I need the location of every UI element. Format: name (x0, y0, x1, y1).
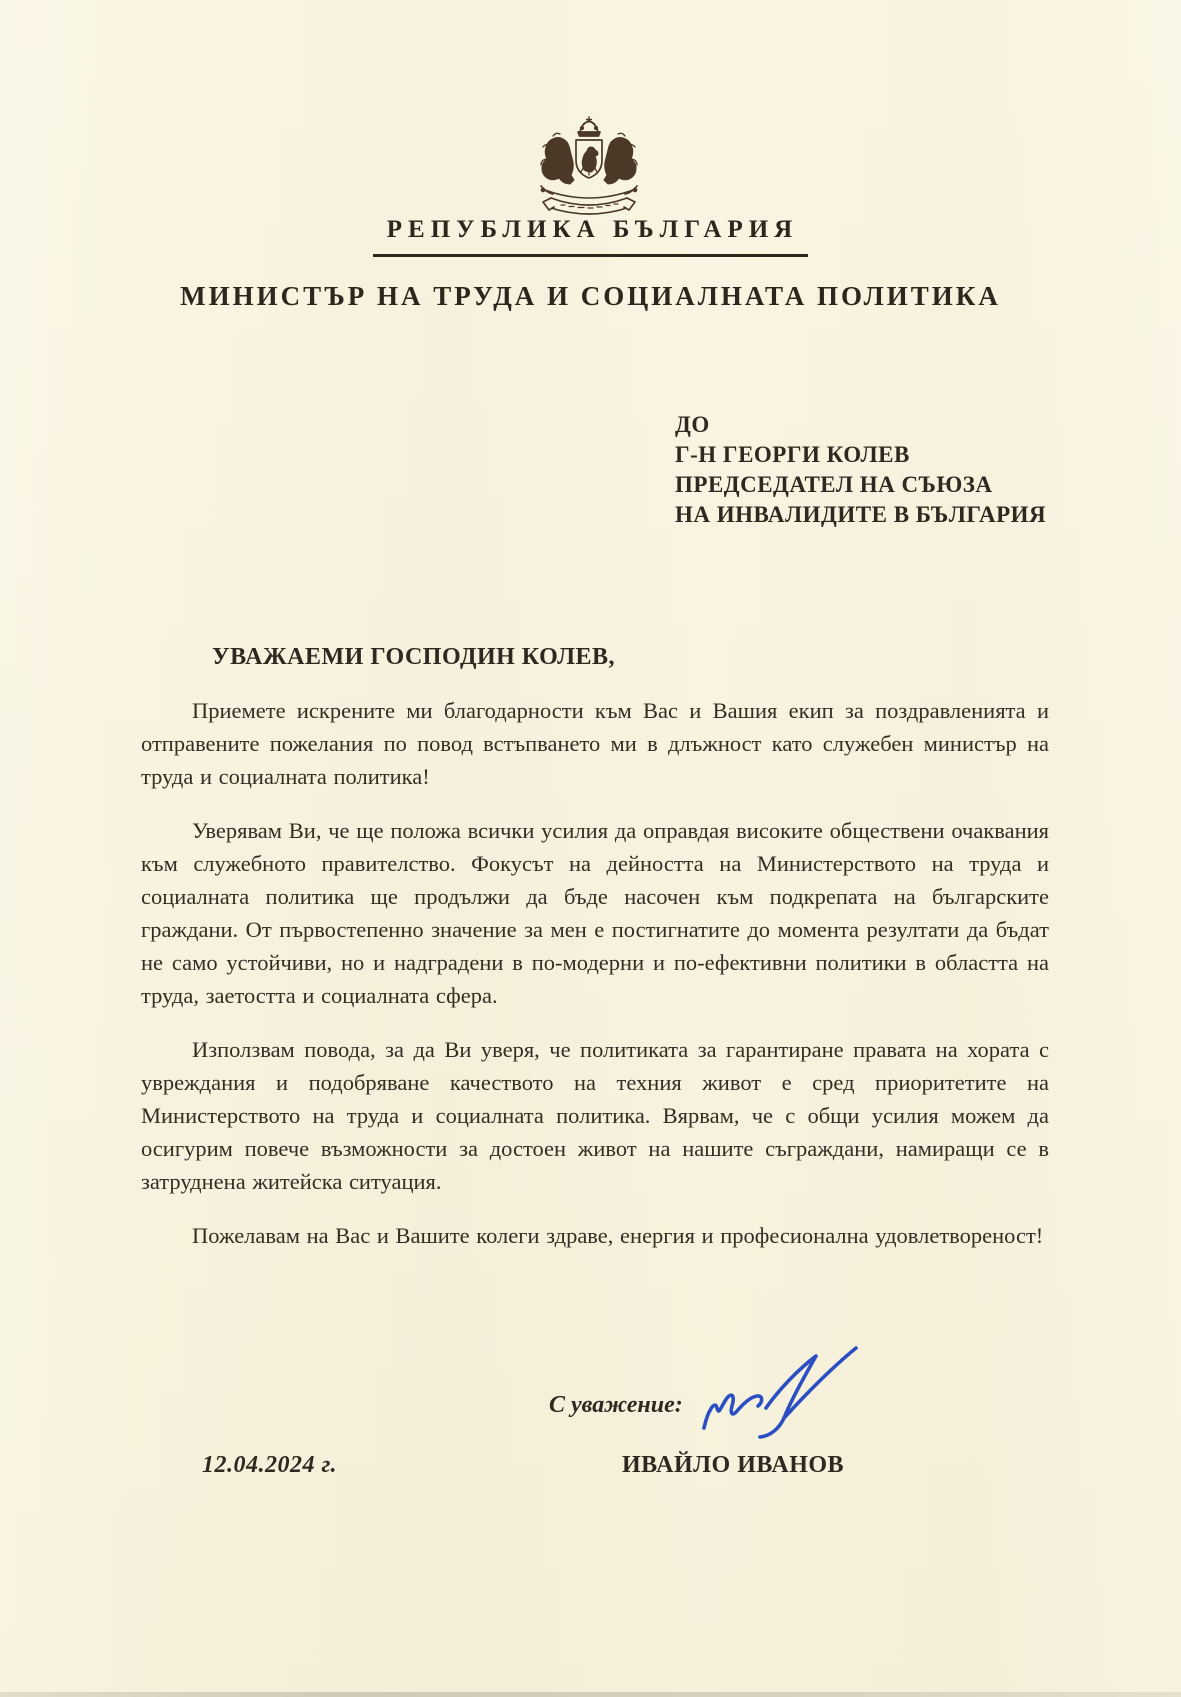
recipient-line: Г-Н ГЕОРГИ КОЛЕВ (675, 442, 910, 467)
minister-title: МИНИСТЪР НА ТРУДА И СОЦИАЛНАТА ПОЛИТИКА (180, 281, 1001, 311)
recipient-line: ДО (675, 412, 710, 437)
republic-title: РЕПУБЛИКА БЪЛГАРИЯ (373, 216, 809, 257)
valediction: С уважение: (549, 1392, 683, 1418)
header (0, 216, 1181, 257)
letter-date: 12.04.2024 г. (202, 1452, 338, 1478)
recipient-block (675, 410, 1046, 530)
letter-body (141, 694, 1049, 1273)
salutation: УВАЖАЕМИ ГОСПОДИН КОЛЕВ, (212, 644, 615, 670)
signatory-name: ИВАЙЛО ИВАНОВ (622, 1452, 845, 1478)
coat-of-arms-icon (527, 116, 651, 220)
recipient-line: НА ИНВАЛИДИТЕ В БЪЛГАРИЯ (675, 502, 1047, 527)
body-paragraph: Приемете искрените ми благодарности към Вас и Вашия екип за поздравленията и отправените пожелания по повод встъпването ми в длъжност като служебен министър на труда и социалната политика! (141, 698, 1049, 789)
scan-edge (0, 1692, 1181, 1697)
body-paragraph: Пожелавам на Вас и Вашите колеги здраве, енергия и професионална удовлетвореност! (192, 1223, 1044, 1248)
body-paragraph: Използвам повода, за да Ви уверя, че политиката за гарантиране правата на хората с увреждания и подобряване качеството на техния живот е сред приоритетите на Министерството на труда и социалната политика. Вярвам, че с общи усилия можем да осигурим повече възможности за достоен живот на нашите съграждани, намиращи се в затруднена житейска ситуация. (141, 1037, 1049, 1194)
recipient-line: ПРЕДСЕДАТЕЛ НА СЪЮЗА (675, 472, 993, 497)
signature-icon (688, 1336, 888, 1454)
body-paragraph: Уверявам Ви, че ще положа всички усилия да оправдая високите обществени очаквания към служебното правителство. Фокусът на дейността на Министерството на труда и социалната политика ще продължи да бъде насочен към подкрепата на българските граждани. От първостепенно значение за мен е постигнатите до момента резултати да бъдат не само устойчиви, но и надградени в по-модерни и по-ефективни политики в областта на труда, заетостта и социалната сфера. (141, 818, 1049, 1008)
